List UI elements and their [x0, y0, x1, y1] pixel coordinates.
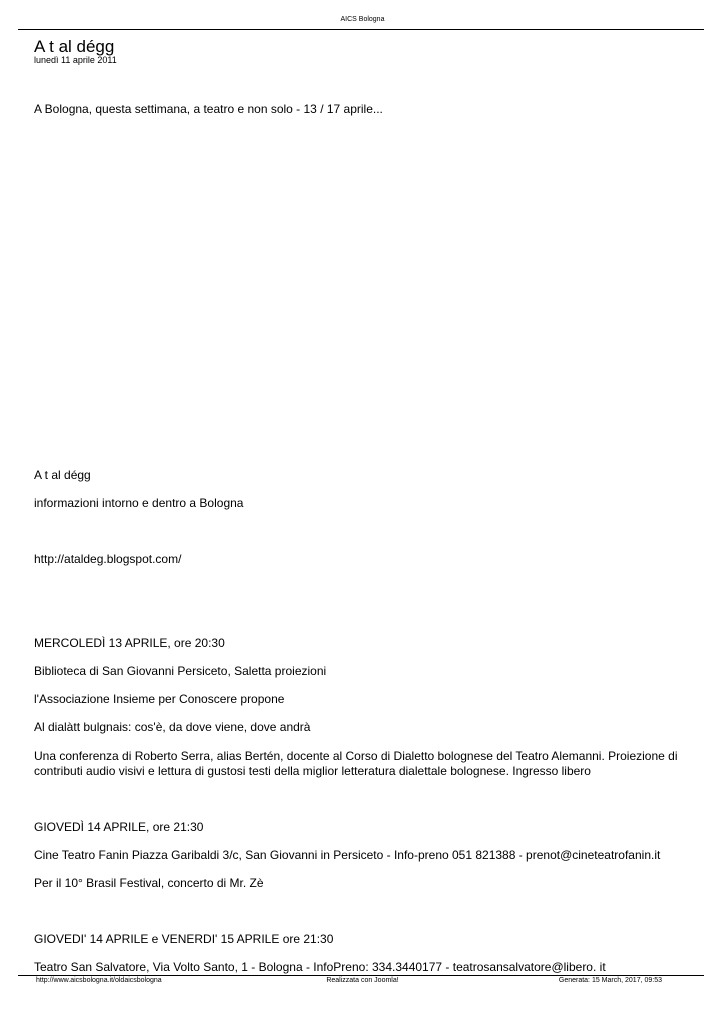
event-1-when: MERCOLEDÌ 13 APRILE, ore 20:30 [34, 636, 225, 650]
event-1-where: Biblioteca di San Giovanni Persiceto, Saletta proiezioni [34, 664, 327, 678]
event-3-when: GIOVEDI' 14 APRILE e VENERDI' 15 APRILE ore 21:30 [34, 932, 334, 946]
site-name: AICS Bologna [340, 16, 385, 23]
event-1-description: Una conferenza di Roberto Serra, alias Bertén, docente al Corso di Dialetto bolognese del Teatro Alemanni. Proiezione di contributi audio visivi e lettura di gustosi testi della miglior letteratura dialettale bolognese. Ingresso libero [34, 749, 678, 778]
event-1-organizer: l'Associazione Insieme per Conoscere propone [34, 692, 285, 706]
blog-name: A t al dégg [34, 468, 91, 482]
article-intro: A Bologna, questa settimana, a teatro e non solo - 13 / 17 aprile... [34, 102, 383, 116]
article-date: lunedì 11 aprile 2011 [34, 55, 117, 65]
footer-divider [18, 975, 704, 976]
article-title: A t al dégg [34, 37, 115, 56]
footer-credit: Realizzata con Joomla! [326, 977, 399, 984]
event-3-where: Teatro San Salvatore, Via Volto Santo, 1 - Bologna - InfoPreno: 334.3440177 - teatrosansalvatore@libero. it [34, 960, 606, 974]
blog-url[interactable]: http://ataldeg.blogspot.com/ [34, 552, 182, 566]
blog-tagline: informazioni intorno e dentro a Bologna [34, 496, 244, 510]
event-2-where: Cine Teatro Fanin Piazza Garibaldi 3/c, San Giovanni in Persiceto - Info-preno 051 821388 - prenot@cineteatrofanin.it [34, 848, 661, 862]
event-2-when: GIOVEDÌ 14 APRILE, ore 21:30 [34, 820, 204, 834]
header-divider [18, 29, 704, 30]
event-1-name: Al dialàtt bulgnais: cos'è, da dove viene, dove andrà [34, 720, 311, 734]
footer-generated: Generata: 15 March, 2017, 09:53 [558, 977, 662, 984]
footer-url[interactable]: http://www.aicsbologna.it/oldaicsbologna [36, 977, 162, 984]
event-2-name: Per il 10° Brasil Festival, concerto di Mr. Zè [34, 876, 264, 890]
